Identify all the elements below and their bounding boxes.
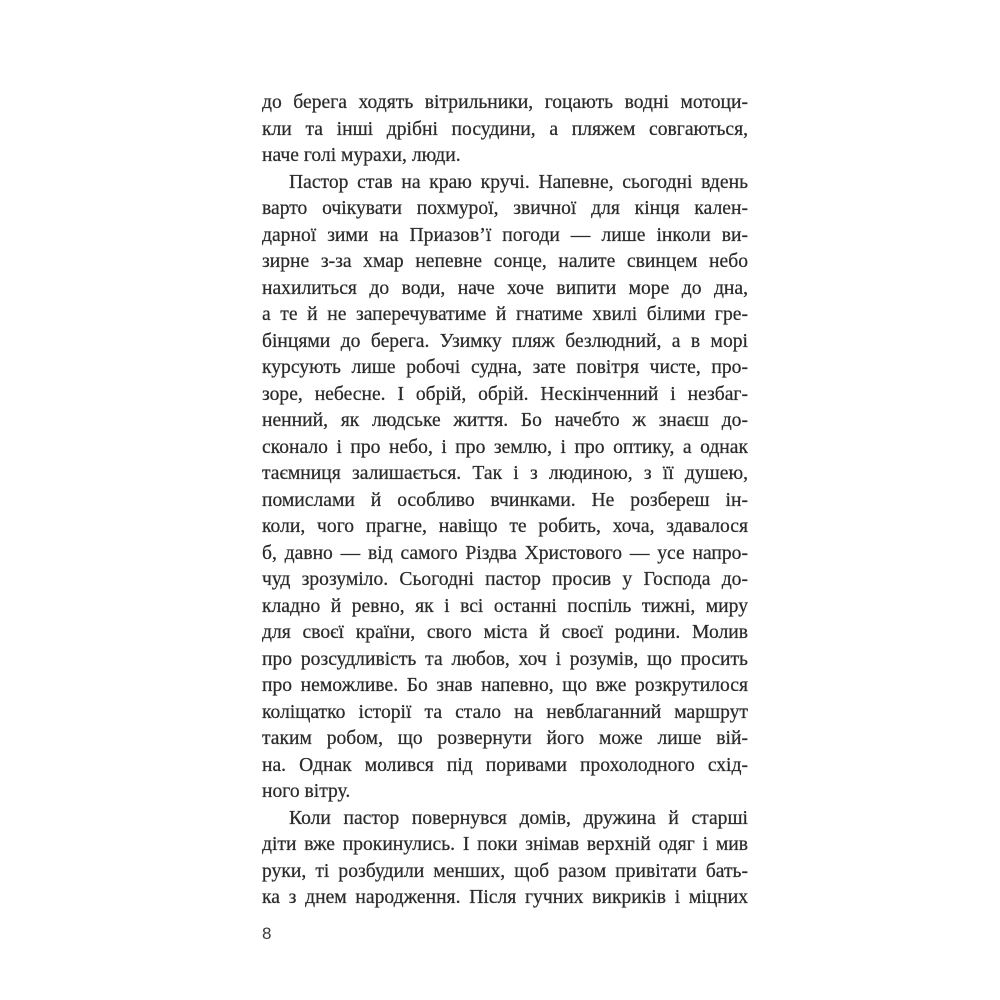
text-line: курсують лише робочі судна, зате повітря чисте, про-	[262, 357, 748, 378]
text-line: помислами й особливо вчинками. Не розбереш ін-	[262, 489, 748, 511]
text-line: руки, ті розбудили менших, щоб разом привітати бать-	[262, 860, 748, 882]
text-line: зирне з-за хмар непевне сонце, налите свинцем небо	[262, 251, 748, 272]
text-line: для своєї країни, свого міста й своєї родини. Молив	[262, 622, 748, 643]
text-line: варто очікувати похмурої, звичної для кінця кален-	[262, 198, 748, 219]
text-line: до берега ходять вітрильники, гоцають водні мотоци-	[262, 92, 748, 113]
text-line: таким робом, що розвернути його може лише вій-	[262, 728, 748, 749]
text-line: коли, чого прагне, навіщо те робить, хоча, здавалося	[262, 516, 748, 537]
text-line: коліщатко історії та стало на невблаганний маршрут	[262, 701, 748, 723]
text-line: сконало і про небо, і про землю, і про оптику, а однак	[262, 436, 748, 458]
text-line: бінцями до берега. Узимку пляж безлюдний, а в морі	[262, 330, 748, 352]
text-line: діти вже прокинулись. І поки знімав верхній одяг і мив	[262, 834, 748, 855]
text-line: ка з днем народження. Після гучних викриків і міцних	[262, 887, 748, 908]
paragraph-first-line: Пастор став на краю кручі. Напевне, сьогодні вдень	[289, 171, 748, 193]
text-line: зоре, небесне. І обрій, обрій. Нескінченний і незбаг-	[262, 383, 748, 405]
text-line: а те й не заперечуватиме й гнатиме хвилі білими гре-	[262, 304, 748, 325]
text-line: кладно й ревно, як і всі останні поспіль тижні, миру	[262, 595, 748, 617]
text-line: кли та інші дрібні посудини, а пляжем совгаються,	[262, 118, 748, 140]
body-text	[262, 90, 748, 912]
text-line: наче голі мурахи, люди.	[262, 145, 461, 166]
text-line: на. Однак молився під поривами прохолодного схід-	[262, 754, 748, 776]
text-line: ненний, як людське життя. Бо начебто ж знаєш до-	[262, 410, 748, 431]
text-line: нахилиться до води, наче хоче випити море до дна,	[262, 277, 748, 299]
text-line: чуд зрозуміло. Сьогодні пастор просив у Господа до-	[262, 569, 748, 590]
text-line: дарної зими на Приазов’ї погоди — лише інколи ви-	[262, 224, 748, 246]
text-line: про неможливе. Бо знав напевно, що вже розкрутилося	[262, 675, 748, 696]
text-line: про розсудливість та любов, хоч і розумів, що просить	[262, 648, 748, 670]
text-line: таємниця залишається. Так і з людиною, з її душею,	[262, 463, 748, 484]
text-line: б, давно — від самого Різдва Христового — усе напро-	[262, 542, 748, 564]
text-line: ного вітру.	[262, 781, 351, 802]
page-number: 8	[262, 924, 272, 943]
paragraph-first-line: Коли пастор повернувся домів, дружина й старші	[289, 807, 748, 829]
